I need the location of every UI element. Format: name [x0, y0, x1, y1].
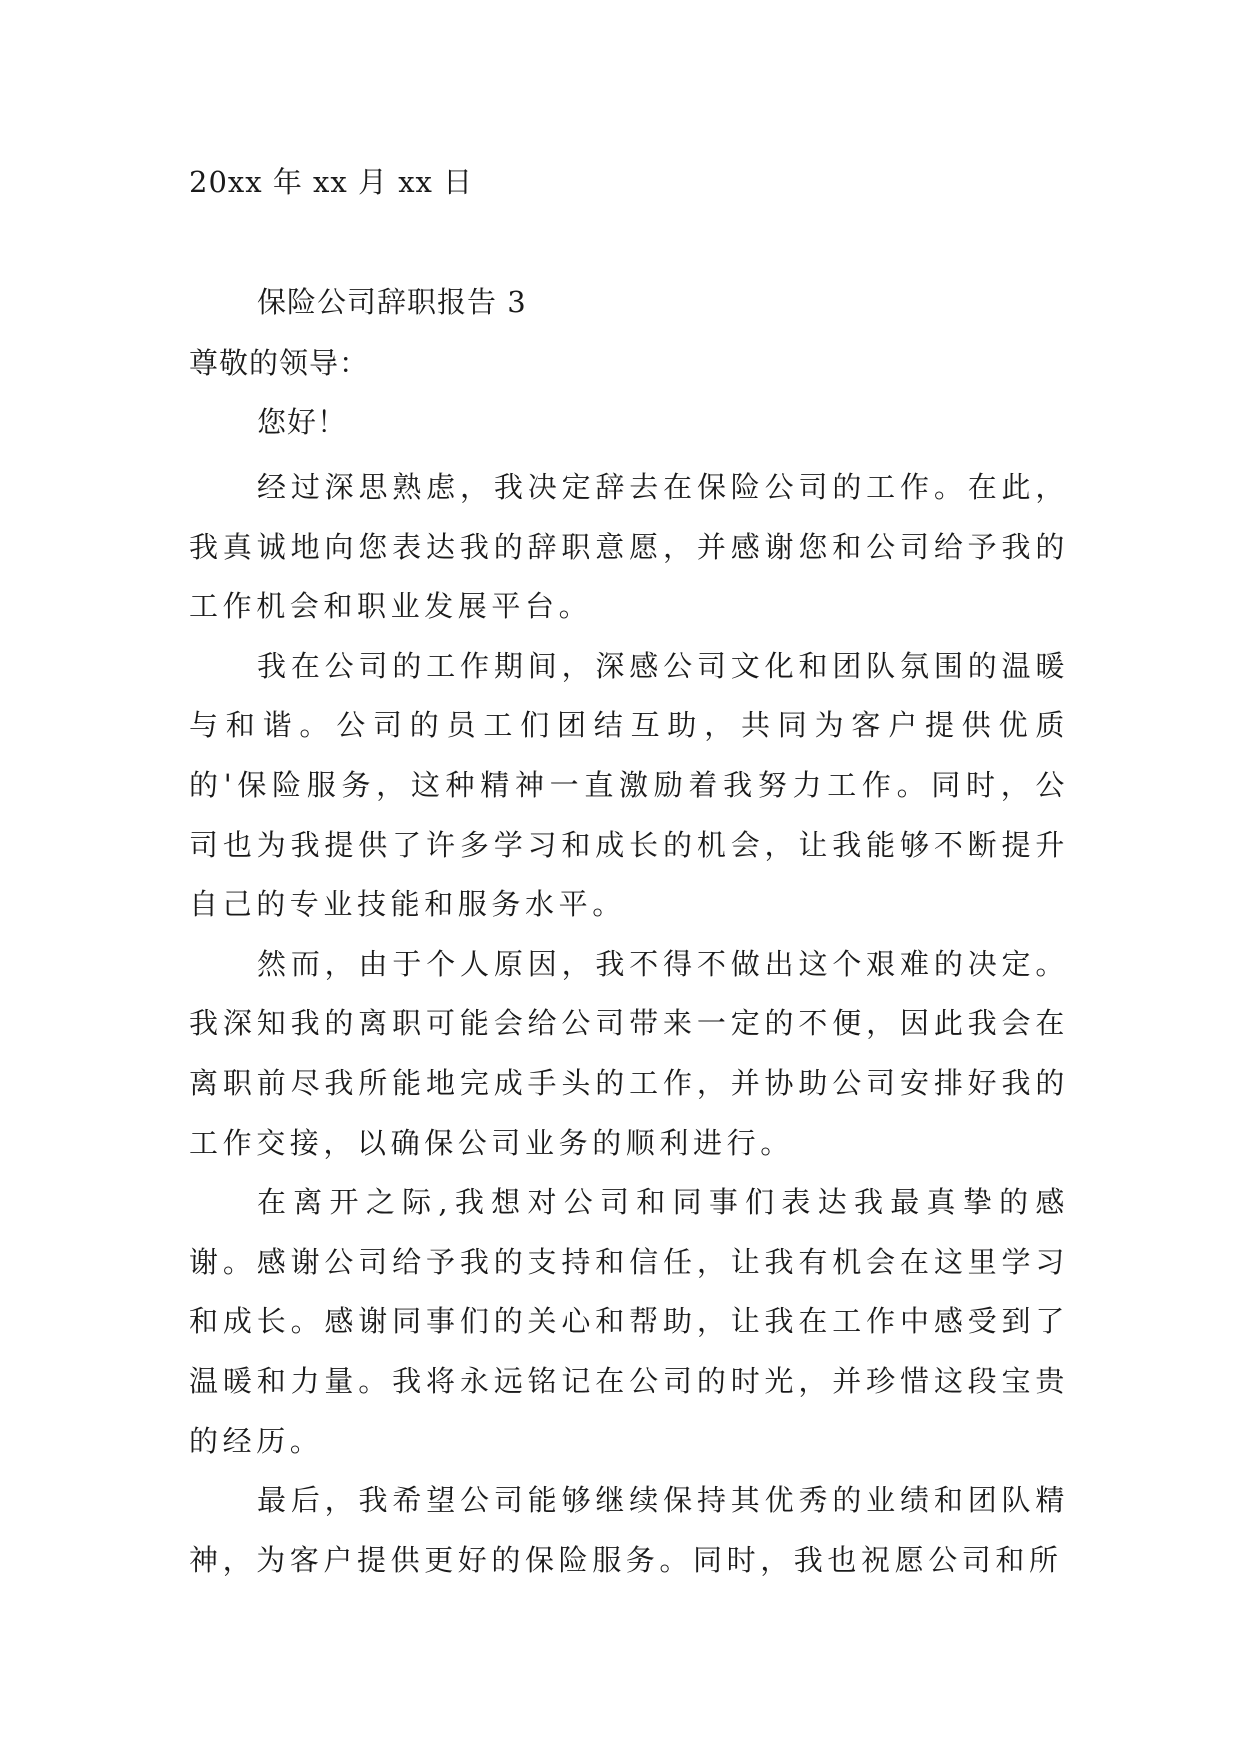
document-date: 20xx 年 xx 月 xx 日	[189, 165, 474, 199]
greeting: 您好！	[257, 405, 348, 439]
paragraph: 我在公司的工作期间，深感公司文化和团队氛围的温暖与和谐。公司的员工们团结互助，共同为客户提供优质的'保险服务，这种精神一直激励着我努力工作。同时，公司也为我提供了许多学习和成长的机会，让我能够不断提升自己的专业技能和服务水平。	[189, 648, 1069, 922]
salutation: 尊敬的领导：	[189, 346, 370, 380]
paragraph: 经过深思熟虑，我决定辞去在保险公司的工作。在此，我真诚地向您表达我的辞职意愿，并感谢您和公司给予我的工作机会和职业发展平台。	[189, 470, 1069, 624]
document-title: 保险公司辞职报告 3	[257, 285, 527, 319]
paragraph: 然而，由于个人原因，我不得不做出这个艰难的决定。我深知我的离职可能会给公司带来一定的不便，因此我会在离职前尽我所能地完成手头的工作，并协助公司安排好我的工作交接，以确保公司业务的顺利进行。	[189, 946, 1069, 1160]
letter-body	[189, 458, 1069, 1590]
paragraph: 最后，我希望公司能够继续保持其优秀的业绩和团队精神，为客户提供更好的保险服务。同时，我也祝愿公司和所	[189, 1483, 1069, 1577]
paragraph: 在离开之际,我想对公司和同事们表达我最真挚的感谢。感谢公司给予我的支持和信任，让我有机会在这里学习和成长。感谢同事们的关心和帮助，让我在工作中感受到了温暖和力量。我将永远铭记在公司的时光，并珍惜这段宝贵的经历。	[189, 1185, 1069, 1458]
